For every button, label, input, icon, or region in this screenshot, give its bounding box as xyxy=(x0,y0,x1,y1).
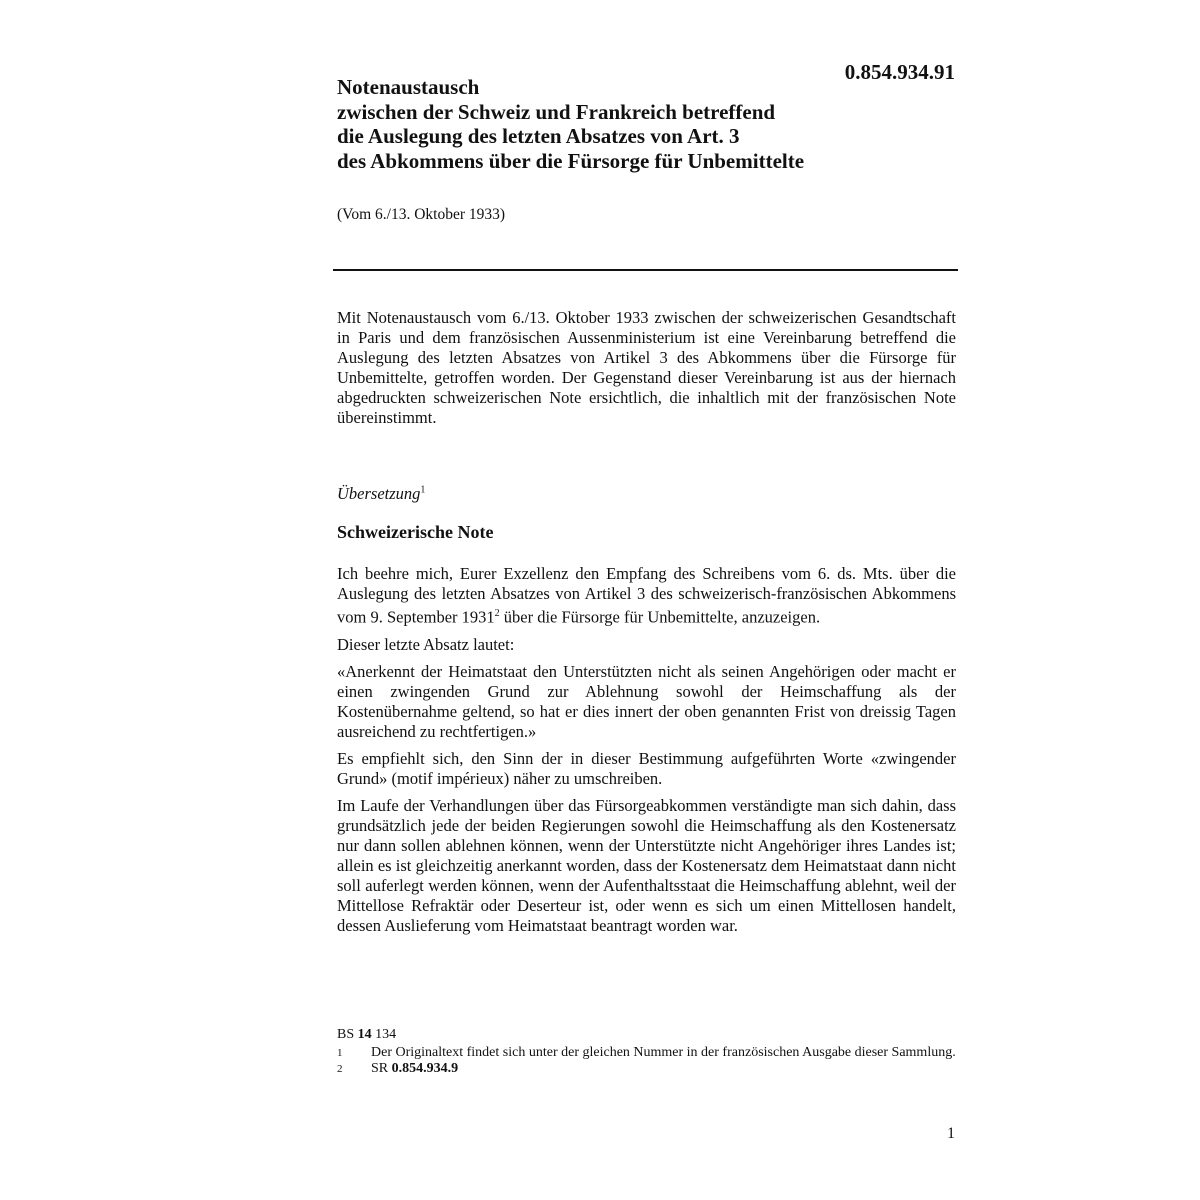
footnote-number: 1 xyxy=(337,1047,343,1059)
intro-paragraph: Mit Notenaustausch vom 6./13. Oktober 1933 zwischen der schweizerischen Gesandtschaft in Paris und dem französischen Aussenministerium ist eine Vereinbarung betreffend die Auslegung des letzten Absatzes von Artikel 3 des Abkommens über die Fürsorge für Unbemittelte, getroffen worden. Der Gegenstand dieser Vereinbarung ist aus der hiernach abgedruckten schweizerischen Note ersichtlich, die inhaltlich mit der französischen Note übereinstimmt. xyxy=(337,308,956,427)
horizontal-rule xyxy=(333,269,958,271)
document-title xyxy=(337,75,957,173)
note-body xyxy=(337,564,956,943)
note-heading: Schweizerische Note xyxy=(337,522,494,542)
title-line: die Auslegung des letzten Absatzes von Art. 3 xyxy=(337,124,740,148)
page-number: 1 xyxy=(947,1125,955,1142)
bs-page: 134 xyxy=(375,1027,397,1042)
title-line: Notenaustausch xyxy=(337,75,480,99)
footnote-text xyxy=(371,1061,957,1077)
intro-section xyxy=(337,308,956,435)
bs-reference xyxy=(337,1027,957,1043)
footnote-1 xyxy=(337,1045,957,1061)
footnote-number: 2 xyxy=(337,1063,343,1075)
note-paragraph-4: Es empfiehlt sich, den Sinn der in dieser Bestimmung aufgeführten Worte «zwingender Grund» (motif impérieux) näher zu umschreiben. xyxy=(337,748,956,788)
sr-link[interactable]: 0.854.934.9 xyxy=(391,1061,459,1076)
footnote-ref-1[interactable]: 1 xyxy=(420,484,426,496)
note-paragraph-5: Im Laufe der Verhandlungen über das Fürsorgeabkommen verständigte man sich dahin, dass grundsätzlich jede der beiden Regierungen sowohl die Heimschaffung als den Kostenersatz nur dann sollen ablehnen können, wenn der Unterstützte nicht Angehöriger ihres Landes ist; allein es ist gleichzeitig anerkannt worden, dass der Kostenersatz dem Heimatstaat dann nicht soll auferlegt werden können, wenn der Aufenthaltsstaat die Heimschaffung ablehnt, weil der Mittellose Refraktär oder Deserteur ist, oder wenn es sich um einen Mittellosen handelt, dessen Auslieferung vom Heimatstaat beantragt worden war. xyxy=(337,795,956,935)
paragraph-text: über die Fürsorge für Unbemittelte, anzuzeigen. xyxy=(499,607,821,627)
title-line: zwischen der Schweiz und Frankreich betreffend xyxy=(337,99,776,124)
footnote-ref-2[interactable]: 2 xyxy=(494,608,500,619)
footnote-prefix: SR xyxy=(371,1061,389,1076)
title-line: des Abkommens über die Fürsorge für Unbemittelte xyxy=(337,148,805,173)
footnote-2 xyxy=(337,1061,957,1077)
bs-volume: 14 xyxy=(357,1027,372,1042)
note-paragraph-3: «Anerkennt der Heimatstaat den Unterstützten nicht als seinen Angehörigen oder macht er einen zwingenden Grund zur Ablehnung sowohl der Heimschaffung als der Kostenübernahme geltend, so hat er dies innert der oben genannten Frist von dreissig Tagen ausreichend zu rechtfertigen.» xyxy=(337,661,956,741)
paragraph-text: Ich beehre mich, Eurer Exzellenz den Empfang des Schreibens vom 6. ds. Mts. über die Auslegung des letzten Absatzes von Artikel 3 des schweizerisch-französischen Abkommens vom 9. September 1931 xyxy=(337,564,956,627)
footnote-text: Der Originaltext findet sich unter der gleichen Nummer in der französischen Ausgabe dieser Sammlung. xyxy=(371,1045,956,1060)
translation-label xyxy=(337,484,425,504)
sr-number: 0.854.934.91 xyxy=(844,60,955,84)
translation-text: Übersetzung xyxy=(337,484,421,503)
note-paragraph-2: Dieser letzte Absatz lautet: xyxy=(337,634,515,654)
footnotes xyxy=(337,1027,957,1077)
bs-prefix: BS xyxy=(337,1027,355,1042)
note-paragraph-1 xyxy=(337,564,956,628)
document-date: (Vom 6./13. Oktober 1933) xyxy=(337,206,506,223)
